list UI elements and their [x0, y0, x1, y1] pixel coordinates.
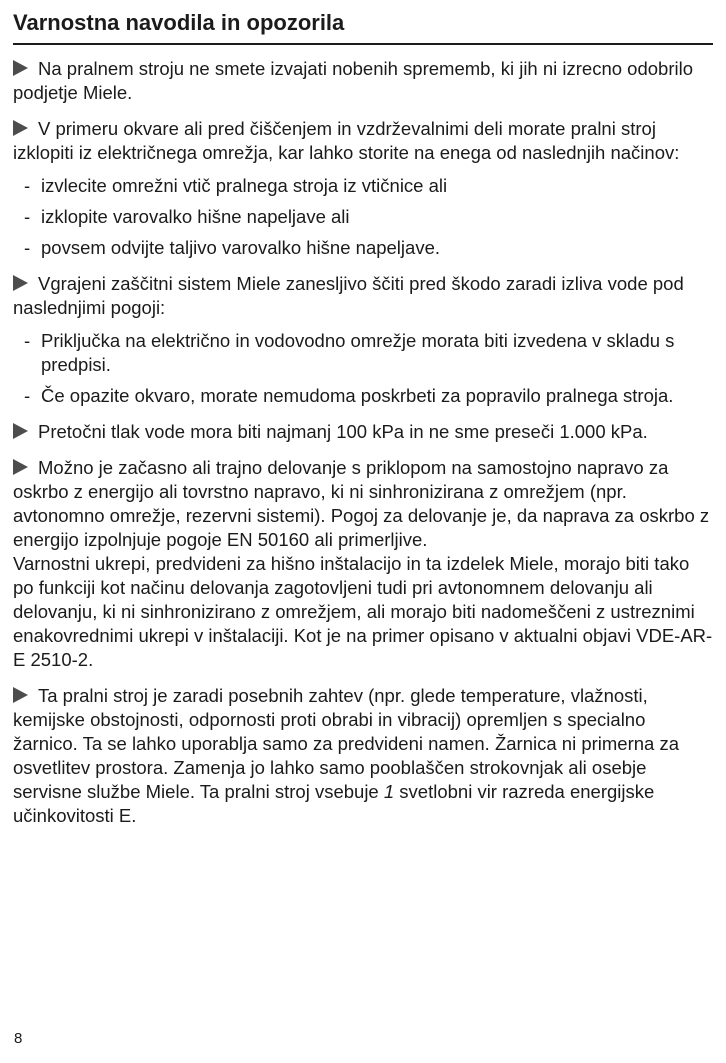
list-item-text: Priključka na električno in vodovodno omrežje morata biti izvedena v skladu s predpisi.: [41, 330, 675, 376]
light-source-count: 1: [383, 781, 395, 803]
warning-paragraph: [13, 57, 713, 105]
dash-marker: -: [24, 330, 31, 352]
dash-list-item: [13, 384, 713, 408]
paragraph-text: Varnostni ukrepi, predvideni za hišno inštalacijo in ta izdelek Miele, morajo biti tako po funkciji kot načinu delovanja zagotovljeni tudi pri avtonomnem delovanju ali delovanju, ki ni sinhronizirano z omrežjem, ali morajo biti nadomeščeni z ustreznimi enakovrednimi ukrepi v inštalaciji. Kot je na primer opisano v aktualni objavi VDE-AR-E 2510-2.: [13, 553, 713, 671]
warning-paragraph: [13, 456, 713, 552]
warning-arrow-icon: [13, 275, 28, 291]
paragraph-text: Možno je začasno ali trajno delovanje s priklopom na samostojno napravo za oskrbo z energijo ali tovrstno napravo, ki ni sinhronizirana z omrežjem (npr. avtonomno omrežje, rezervni sistemi). Pogoj za delovanje je, da naprava za oskrbo z energijo izpolnjuje pogoje EN 50160 ali primerljive.: [13, 457, 710, 551]
page-body: [13, 57, 713, 828]
paragraph-text: Pretočni tlak vode mora biti najmanj 100 kPa in ne sme preseči 1.000 kPa.: [38, 421, 648, 443]
dash-marker: -: [24, 206, 31, 228]
list-item-text: Če opazite okvaro, morate nemudoma poskrbeti za popravilo pralnega stroja.: [41, 385, 674, 407]
dash-list-item: [13, 329, 713, 377]
paragraph-text: svetlobni vir razreda energijske učinkovitosti E.: [13, 781, 655, 827]
paragraph-text: Ta pralni stroj je zaradi posebnih zahtev (npr. glede temperature, vlažnosti, kemijske obstojnosti, odpornosti proti obrabi in vibracij) opremljen s specialno žarnico. Ta se lahko uporablja samo za predvideni namen. Žarnica ni primerna za osvetlitev prostora. Zamenja jo lahko samo pooblaščen strokovnjak ali osebje servisne službe Miele. Ta pralni stroj vsebuje: [13, 685, 680, 803]
warning-paragraph: [13, 684, 713, 828]
paragraph-text: Na pralnem stroju ne smete izvajati nobenih sprememb, ki jih ni izrecno odobrilo podjetje Miele.: [13, 58, 694, 104]
list-item-text: izklopite varovalko hišne napeljave ali: [41, 206, 350, 228]
warning-arrow-icon: [13, 60, 28, 76]
dash-marker: -: [24, 237, 31, 259]
page-number: 8: [14, 1030, 23, 1047]
warning-paragraph: [13, 272, 713, 320]
dash-list-item: [13, 236, 713, 260]
body-paragraph: [13, 552, 713, 672]
list-item-text: izvlecite omrežni vtič pralnega stroja iz vtičnice ali: [41, 175, 448, 197]
warning-arrow-icon: [13, 687, 28, 703]
warning-arrow-icon: [13, 423, 28, 439]
dash-marker: -: [24, 385, 31, 407]
warning-arrow-icon: [13, 120, 28, 136]
list-item-text: povsem odvijte taljivo varovalko hišne napeljave.: [41, 237, 440, 259]
dash-list: [13, 174, 713, 260]
paragraph-text: V primeru okvare ali pred čiščenjem in vzdrževalnimi deli morate pralni stroj izklopiti iz električnega omrežja, kar lahko storite na enega od naslednjih načinov:: [13, 118, 680, 164]
dash-list-item: [13, 205, 713, 229]
dash-marker: -: [24, 175, 31, 197]
dash-list: [13, 329, 713, 408]
title-divider: [13, 43, 713, 45]
warning-paragraph: [13, 420, 713, 444]
page-footer: [14, 1030, 22, 1047]
warning-arrow-icon: [13, 459, 28, 475]
warning-paragraph: [13, 117, 713, 165]
paragraph-text: Vgrajeni zaščitni sistem Miele zanesljivo ščiti pred škodo zaradi izliva vode pod naslednjimi pogoji:: [13, 273, 684, 319]
dash-list-item: [13, 174, 713, 198]
page-title: Varnostna navodila in opozorila: [13, 10, 345, 35]
page-header: [13, 10, 713, 45]
